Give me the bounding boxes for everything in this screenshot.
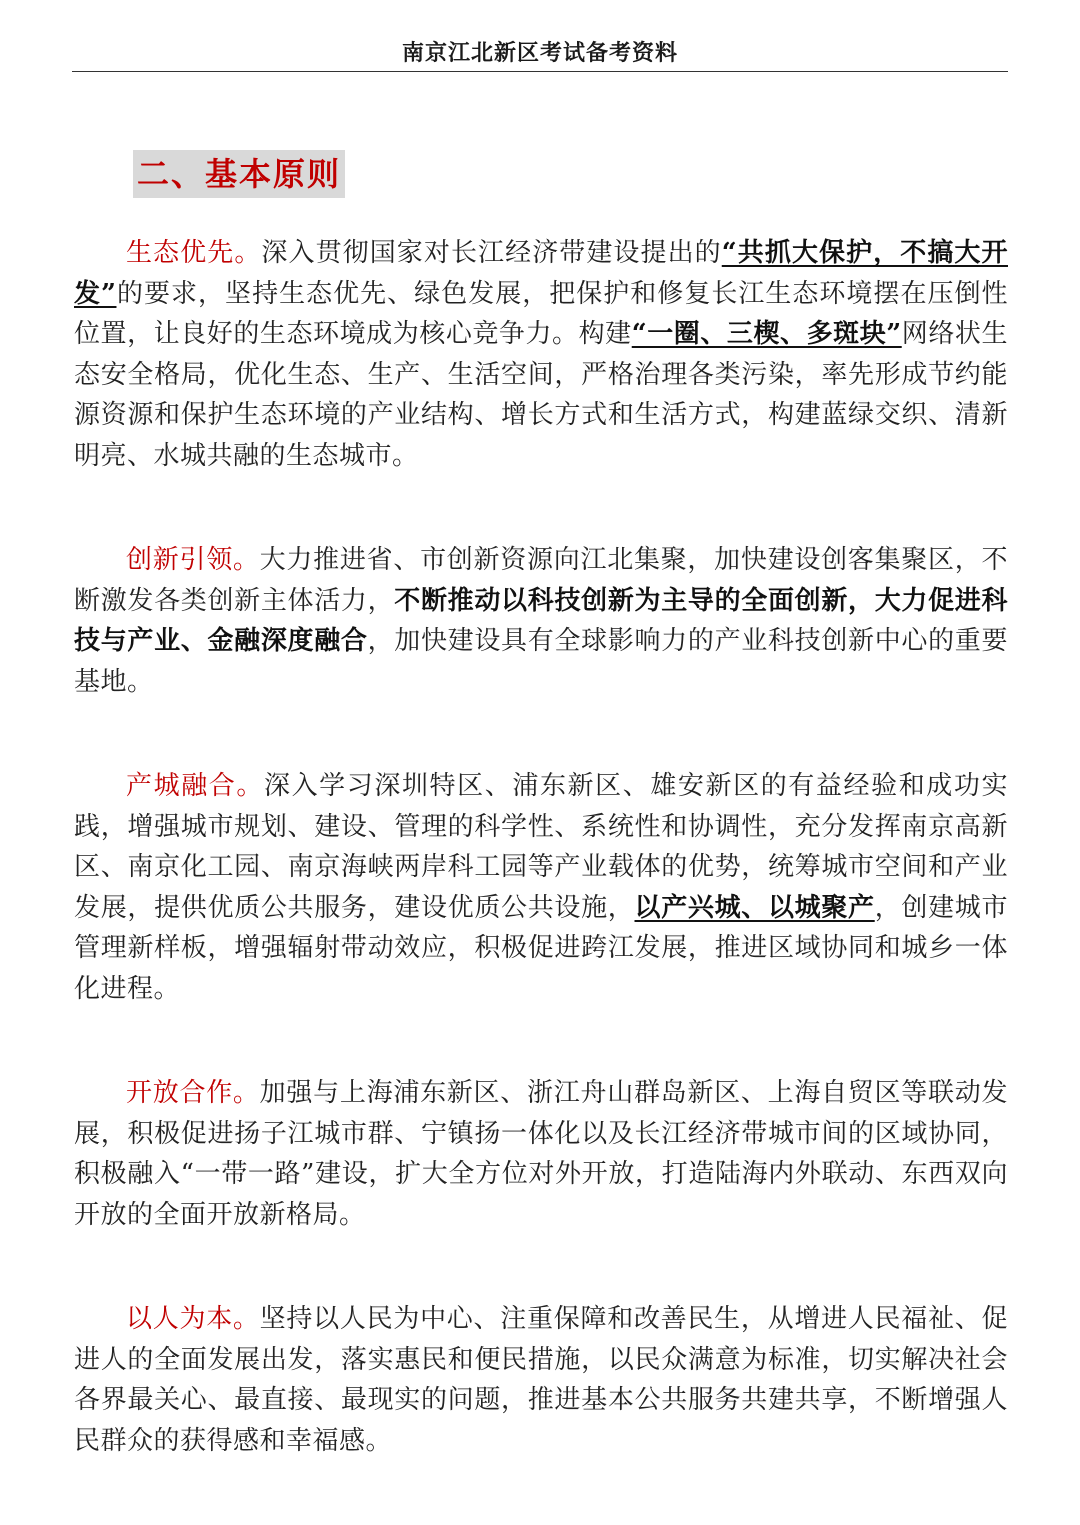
highlighted-phrase: 不断推动以科技创新为主导的全面创新，大力促进科技与产业、金融深度融合 <box>74 585 1008 656</box>
paragraph-lead-heading: 以人为本。 <box>126 1304 260 1334</box>
paragraph-text: 的要求，坚持生态优先、绿色发展，把保护和修复长江生态环境摆在压倒性位置，让良好的生态环境成为核心竞争力。构建 <box>74 278 1008 349</box>
paragraph-text: ，创建城市管理新样板，增强辐射带动效应，积极促进跨江发展，推进区域协同和城乡一体化进程。 <box>74 892 1008 1004</box>
paragraph-text: 坚持以人民为中心、注重保障和改善民生，从增进人民福祉、促进人的全面发展出发，落实惠民和便民措施，以民众满意为标准，切实解决社会各界最关心、最直接、最现实的问题，推进基本公共服务共建共享，不断增强人民群众的获得感和幸福感。 <box>74 1304 1008 1456</box>
paragraph-lead-heading: 创新引领。 <box>126 545 260 575</box>
highlighted-phrase: “一圈、三楔、多斑块” <box>631 319 902 349</box>
highlighted-phrase: 以产兴城、以城聚产 <box>634 892 875 923</box>
paragraph-text: 深入贯彻国家对长江经济带建设提出的 <box>261 238 722 268</box>
paragraph-open-cooperation <box>74 1073 1008 1235</box>
paragraph-text: ，加快建设具有全球影响力的产业科技创新中心的重要基地。 <box>74 626 1008 697</box>
paragraph-text: 网络状生态安全格局，优化生态、生产、生活空间，严格治理各类污染，率先形成节约能源资源和保护生态环境的产业结构、增长方式和生活方式，构建蓝绿交织、清新明亮、水城共融的生态城市。 <box>74 319 1008 471</box>
paragraph-people-oriented <box>74 1299 1008 1461</box>
highlighted-phrase: “共抓大保护，不搞大开发” <box>74 238 1008 309</box>
paragraph-lead-heading: 生态优先。 <box>126 238 262 268</box>
paragraph-text: 大力推进省、市创新资源向江北集聚，加快建设创客集聚区，不断激发各类创新主体活力， <box>74 545 1008 616</box>
paragraph-industry-city-integration <box>74 766 1008 1009</box>
section-title: 二、基本原则 <box>133 150 345 198</box>
header-divider <box>72 71 1008 72</box>
paragraph-lead-heading: 开放合作。 <box>126 1078 260 1108</box>
paragraph-text: 深入学习深圳特区、浦东新区、雄安新区的有益经验和成功实践，增强城市规划、建设、管理的科学性、系统性和协调性，充分发挥南京高新区、南京化工园、南京海峡两岸科工园等产业载体的优势，统筹城市空间和产业发展，提供优质公共服务，建设优质公共设施， <box>74 771 1008 923</box>
paragraph-lead-heading: 产城融合。 <box>126 771 264 801</box>
page-header-title: 南京江北新区考试备考资料 <box>401 40 678 66</box>
document-body <box>74 233 1008 1525</box>
paragraph-text: 加强与上海浦东新区、浙江舟山群岛新区、上海自贸区等联动发展，积极促进扬子江城市群、宁镇扬一体化以及长江经济带城市间的区域协同，积极融入“一带一路”建设，扩大全方位对外开放，打造陆海内外联动、东西双向开放的全面开放新格局。 <box>74 1078 1008 1230</box>
paragraph-ecology-first <box>74 233 1008 476</box>
paragraph-innovation-led <box>74 540 1008 702</box>
